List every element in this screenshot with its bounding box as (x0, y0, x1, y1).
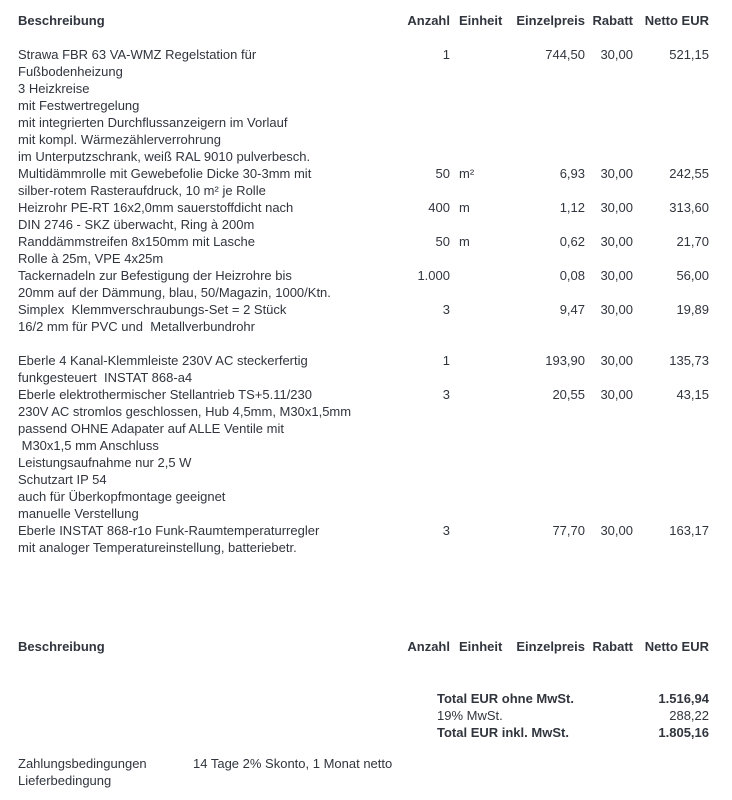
item-description: M30x1,5 mm Anschluss (18, 438, 159, 453)
item-quantity (400, 250, 450, 267)
item-unit-price (505, 131, 585, 148)
item-net-total (633, 369, 709, 386)
item-row (18, 63, 709, 80)
item-row (18, 488, 709, 505)
item-row (18, 46, 709, 63)
delivery-terms-row (18, 772, 709, 789)
item-unit-price (505, 318, 585, 335)
item-unit (450, 522, 505, 539)
column-header-einheit: Einheit (459, 13, 503, 28)
item-quantity (400, 539, 450, 556)
item-discount (585, 539, 633, 556)
item-quantity (400, 182, 450, 199)
item-net-total: 43,15 (676, 387, 709, 402)
item-unit-price: 0,62 (559, 234, 585, 249)
item-unit-price (505, 284, 585, 301)
item-row (18, 420, 709, 437)
item-unit (450, 148, 505, 165)
item-row (18, 386, 709, 403)
item-net-total (633, 454, 709, 471)
item-discount: 30,00 (600, 234, 633, 249)
item-unit (450, 369, 505, 386)
item-unit-price (505, 182, 585, 199)
item-net-total (633, 471, 709, 488)
item-unit-price: 6,93 (559, 166, 585, 181)
item-quantity (400, 80, 450, 97)
totals-section (18, 690, 709, 741)
item-unit-price (505, 63, 585, 80)
item-unit: m² (459, 166, 475, 181)
item-row (18, 233, 709, 250)
item-discount (585, 318, 633, 335)
item-description: silber-rotem Rasteraufdruck, 10 m² je Rolle (18, 183, 266, 198)
item-quantity (400, 505, 450, 522)
item-unit (450, 471, 505, 488)
item-unit (450, 46, 505, 63)
item-row (18, 199, 709, 216)
item-net-total (633, 488, 709, 505)
item-quantity (400, 454, 450, 471)
item-description: auch für Überkopfmontage geeignet (18, 489, 226, 504)
item-quantity (400, 403, 450, 420)
column-header-anzahl: Anzahl (407, 639, 450, 654)
item-quantity: 3 (442, 302, 450, 317)
item-discount: 30,00 (600, 166, 633, 181)
item-quantity (400, 284, 450, 301)
column-header-rabatt: Rabatt (592, 13, 633, 28)
item-unit-price: 0,08 (559, 268, 585, 283)
item-unit (450, 301, 505, 318)
item-discount (585, 437, 633, 454)
item-net-total (633, 182, 709, 199)
item-unit-price: 744,50 (545, 47, 585, 62)
item-description: Schutzart IP 54 (18, 472, 107, 487)
totals-value: 1.516,94 (658, 691, 709, 706)
item-row (18, 454, 709, 471)
item-net-total (633, 148, 709, 165)
item-discount (585, 284, 633, 301)
item-net-total (633, 250, 709, 267)
item-unit-price (505, 437, 585, 454)
item-net-total (633, 403, 709, 420)
item-discount (585, 250, 633, 267)
item-quantity: 1 (442, 47, 450, 62)
item-unit-price (505, 403, 585, 420)
item-row (18, 148, 709, 165)
item-row (18, 369, 709, 386)
item-discount: 30,00 (600, 523, 633, 538)
item-unit-price (505, 471, 585, 488)
item-unit (450, 267, 505, 284)
item-discount: 30,00 (600, 268, 633, 283)
totals-label: Total EUR inkl. MwSt. (437, 725, 569, 740)
item-description: mit integrierten Durchflussanzeigern im Vorlauf (18, 115, 288, 130)
item-net-total (633, 284, 709, 301)
item-quantity (400, 114, 450, 131)
item-unit (450, 403, 505, 420)
line-items (18, 46, 709, 556)
item-discount (585, 97, 633, 114)
item-quantity: 400 (428, 200, 450, 215)
item-net-total (633, 80, 709, 97)
table-header (18, 12, 709, 29)
item-net-total: 521,15 (669, 47, 709, 62)
payment-terms-label: Zahlungsbedingungen (18, 756, 147, 771)
item-discount (585, 420, 633, 437)
item-description: passend OHNE Adapater auf ALLE Ventile mit (18, 421, 284, 436)
item-net-total (633, 420, 709, 437)
item-description: 16/2 mm für PVC und Metallverbundrohr (18, 319, 255, 334)
item-row (18, 301, 709, 318)
item-net-total: 242,55 (669, 166, 709, 181)
item-unit (450, 97, 505, 114)
item-unit-price (505, 114, 585, 131)
item-unit (450, 250, 505, 267)
item-description: 230V AC stromlos geschlossen, Hub 4,5mm, M30x1,5mm (18, 404, 352, 419)
item-net-total (633, 131, 709, 148)
column-header-beschreibung: Beschreibung (18, 639, 105, 654)
item-description: Rolle à 25m, VPE 4x25m (18, 251, 164, 266)
totals-value: 288,22 (669, 708, 709, 723)
payment-terms-row (18, 755, 709, 772)
item-discount: 30,00 (600, 387, 633, 402)
item-discount (585, 471, 633, 488)
item-unit-price (505, 420, 585, 437)
item-row (18, 403, 709, 420)
item-unit (450, 114, 505, 131)
item-unit (450, 505, 505, 522)
item-discount (585, 80, 633, 97)
item-unit-price (505, 80, 585, 97)
item-row (18, 505, 709, 522)
item-unit-price (505, 488, 585, 505)
item-quantity: 3 (442, 523, 450, 538)
item-unit-price (505, 97, 585, 114)
item-row (18, 165, 709, 182)
item-description: mit kompl. Wärmezählerverrohrung (18, 132, 222, 147)
item-quantity: 50 (435, 166, 450, 181)
item-unit-price: 9,47 (559, 302, 585, 317)
column-header-rabatt: Rabatt (592, 639, 633, 654)
item-description: Multidämmrolle mit Gewebefolie Dicke 30-3mm mit (18, 166, 312, 181)
item-unit-price: 1,12 (559, 200, 585, 215)
item-row (18, 318, 709, 335)
item-net-total (633, 63, 709, 80)
item-discount: 30,00 (600, 302, 633, 317)
item-row (18, 352, 709, 369)
item-quantity: 3 (442, 387, 450, 402)
item-net-total (633, 216, 709, 233)
item-discount (585, 216, 633, 233)
item-quantity (400, 369, 450, 386)
column-header-einzelpreis: Einzelpreis (516, 639, 585, 654)
delivery-terms-label: Lieferbedingung (18, 773, 112, 788)
item-unit (450, 63, 505, 80)
terms-section (18, 755, 709, 789)
item-discount (585, 505, 633, 522)
item-unit (450, 216, 505, 233)
item-net-total (633, 539, 709, 556)
item-unit-price (505, 539, 585, 556)
item-quantity (400, 131, 450, 148)
item-spacer (18, 335, 709, 352)
item-description: Randdämmstreifen 8x150mm mit Lasche (18, 234, 255, 249)
item-row (18, 131, 709, 148)
item-unit-price (505, 369, 585, 386)
totals-label: 19% MwSt. (437, 708, 503, 723)
item-discount (585, 131, 633, 148)
item-description: Strawa FBR 63 VA-WMZ Regelstation für (18, 47, 257, 62)
item-quantity (400, 420, 450, 437)
item-net-total: 135,73 (669, 353, 709, 368)
item-description: Fußbodenheizung (18, 64, 123, 79)
item-unit-price (505, 216, 585, 233)
item-unit-price: 193,90 (545, 353, 585, 368)
item-row (18, 97, 709, 114)
totals-row (18, 707, 709, 724)
item-unit-price (505, 454, 585, 471)
item-description: Eberle INSTAT 868-r1o Funk-Raumtemperaturregler (18, 523, 320, 538)
item-unit (450, 352, 505, 369)
item-net-total: 21,70 (676, 234, 709, 249)
item-description: mit Festwertregelung (18, 98, 140, 113)
item-unit (450, 131, 505, 148)
item-description: Heizrohr PE-RT 16x2,0mm sauerstoffdicht nach (18, 200, 294, 215)
item-unit (450, 284, 505, 301)
item-discount (585, 369, 633, 386)
item-quantity (400, 471, 450, 488)
item-row (18, 471, 709, 488)
item-description: 20mm auf der Dämmung, blau, 50/Magazin, 1000/Ktn. (18, 285, 331, 300)
item-row (18, 80, 709, 97)
item-unit-price (505, 148, 585, 165)
item-unit-price (505, 505, 585, 522)
item-description: Leistungsaufnahme nur 2,5 W (18, 455, 192, 470)
item-description: DIN 2746 - SKZ überwacht, Ring à 200m (18, 217, 255, 232)
item-unit-price (505, 250, 585, 267)
item-quantity: 1.000 (417, 268, 450, 283)
column-header-beschreibung: Beschreibung (18, 13, 105, 28)
item-quantity (400, 318, 450, 335)
item-description: im Unterputzschrank, weiß RAL 9010 pulverbesch. (18, 149, 311, 164)
item-discount (585, 454, 633, 471)
item-unit-price: 77,70 (552, 523, 585, 538)
item-quantity (400, 437, 450, 454)
item-description: funkgesteuert INSTAT 868-a4 (18, 370, 193, 385)
item-row (18, 284, 709, 301)
totals-row (18, 724, 709, 741)
item-net-total: 56,00 (676, 268, 709, 283)
totals-value: 1.805,16 (658, 725, 709, 740)
item-quantity: 1 (442, 353, 450, 368)
item-unit: m (459, 234, 470, 249)
item-net-total (633, 505, 709, 522)
item-discount (585, 148, 633, 165)
column-header-einzelpreis: Einzelpreis (516, 13, 585, 28)
item-discount (585, 488, 633, 505)
column-header-anzahl: Anzahl (407, 13, 450, 28)
item-description: Eberle 4 Kanal-Klemmleiste 230V AC steckerfertig (18, 353, 308, 368)
item-description: manuelle Verstellung (18, 506, 139, 521)
item-row (18, 437, 709, 454)
item-net-total: 313,60 (669, 200, 709, 215)
item-description: 3 Heizkreise (18, 81, 90, 96)
item-discount (585, 182, 633, 199)
item-quantity: 50 (435, 234, 450, 249)
column-header-netto-eur: Netto EUR (644, 639, 709, 654)
item-unit (450, 488, 505, 505)
item-quantity (400, 63, 450, 80)
item-quantity (400, 488, 450, 505)
item-quantity (400, 216, 450, 233)
item-net-total (633, 318, 709, 335)
item-unit (450, 386, 505, 403)
item-discount: 30,00 (600, 47, 633, 62)
item-unit (450, 420, 505, 437)
item-discount: 30,00 (600, 200, 633, 215)
item-unit (450, 454, 505, 471)
item-row (18, 267, 709, 284)
item-row (18, 250, 709, 267)
item-unit (450, 539, 505, 556)
item-description: mit analoger Temperatureinstellung, batteriebetr. (18, 540, 297, 555)
item-description: Tackernadeln zur Befestigung der Heizrohre bis (18, 268, 292, 283)
item-description: Simplex Klemmverschraubungs-Set = 2 Stück (18, 302, 287, 317)
item-unit (450, 437, 505, 454)
item-unit-price: 20,55 (552, 387, 585, 402)
item-unit (450, 182, 505, 199)
item-discount (585, 403, 633, 420)
item-unit: m (459, 200, 470, 215)
item-discount: 30,00 (600, 353, 633, 368)
item-unit (450, 318, 505, 335)
item-net-total (633, 114, 709, 131)
item-quantity (400, 148, 450, 165)
item-discount (585, 63, 633, 80)
payment-terms-value: 14 Tage 2% Skonto, 1 Monat netto (193, 756, 393, 771)
totals-label: Total EUR ohne MwSt. (437, 691, 574, 706)
item-net-total (633, 437, 709, 454)
column-header-netto-eur: Netto EUR (644, 13, 709, 28)
item-row (18, 522, 709, 539)
item-description: Eberle elektrothermischer Stellantrieb TS+5.11/230 (18, 387, 312, 402)
item-row (18, 182, 709, 199)
item-net-total: 19,89 (676, 302, 709, 317)
totals-row (18, 690, 709, 707)
item-unit (450, 80, 505, 97)
item-quantity (400, 97, 450, 114)
item-row (18, 216, 709, 233)
item-net-total: 163,17 (669, 523, 709, 538)
item-row (18, 114, 709, 131)
table-header-second (18, 638, 709, 655)
column-header-einheit: Einheit (459, 639, 503, 654)
item-row (18, 539, 709, 556)
item-net-total (633, 97, 709, 114)
item-discount (585, 114, 633, 131)
